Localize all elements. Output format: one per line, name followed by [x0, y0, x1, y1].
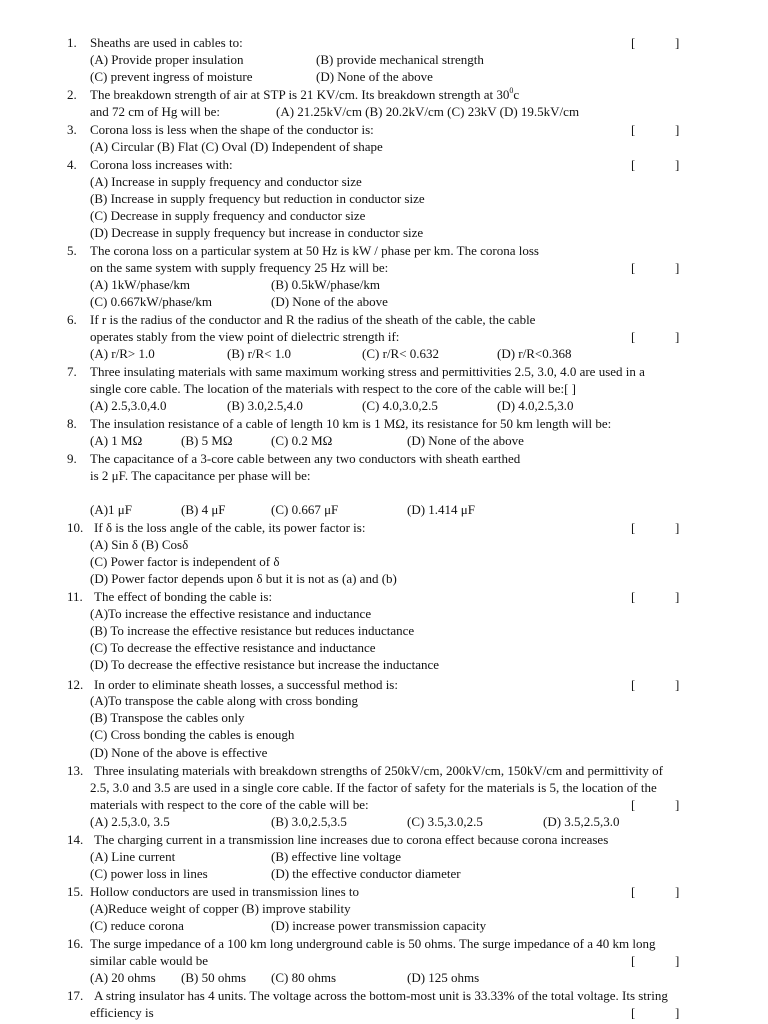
q11-option-a: (A)To increase the effective resistance and inductance [90, 606, 372, 621]
q12-stem: In order to eliminate sheath losses, a successful method is: [94, 677, 398, 692]
q1-option-b: (B) provide mechanical strength [316, 52, 484, 67]
q2-stem-2: and 72 cm of Hg will be: [90, 104, 220, 119]
q4-option-b: (B) Increase in supply frequency but reduction in conductor size [90, 191, 425, 206]
q8-option-c: (C) 0.2 MΩ [271, 433, 333, 448]
q6-option-a: (A) r/R> 1.0 [90, 346, 155, 361]
q12-option-c-row [0, 726, 768, 743]
q10-option-ab: (A) Sin δ (B) Cosδ [90, 537, 189, 552]
q5-option-d: (D) None of the above [271, 294, 388, 309]
q4-stem: Corona loss increases with: [90, 157, 233, 172]
q4-option-d: (D) Decrease in supply frequency but increase in conductor size [90, 225, 424, 240]
q1-stem: Sheaths are used in cables to: [90, 35, 243, 50]
q9-stem-line-2 [0, 467, 768, 484]
q4-option-c-row [0, 207, 768, 224]
q1-option-d: (D) None of the above [316, 69, 433, 84]
q12-option-a: (A)To transpose the cable along with cross bonding [90, 693, 359, 708]
q4-stem-line [0, 156, 768, 173]
q14-stem: The charging current in a transmission line increases due to corona effect because corona increases [94, 832, 609, 847]
q13-stem-line-3 [0, 796, 768, 813]
q1-options-row-2 [0, 68, 768, 85]
q11-option-b-row [0, 622, 768, 639]
q1-option-c: (C) prevent ingress of moisture [90, 69, 253, 84]
q7-option-c: (C) 4.0,3.0,2.5 [362, 398, 438, 413]
q8-stem: The insulation resistance of a cable of length 10 km is 1 MΩ, its resistance for 50 km length will be: [90, 416, 612, 431]
q13-stem-3: materials with respect to the core of the cable will be: [90, 797, 369, 812]
q11-option-c-row [0, 639, 768, 656]
q9-number: 9. [67, 451, 77, 466]
q5-option-a: (A) 1kW/phase/km [90, 277, 191, 292]
q13-answer-bracket[interactable]: [ ] [631, 797, 680, 812]
q2-stem: The breakdown strength of air at STP is 21 KV/cm. Its breakdown strength at $30^0c$ [90, 86, 520, 102]
q13-option-d: (D) 3.5,2.5,3.0 [543, 814, 620, 829]
q11-option-b: (B) To increase the effective resistance but reduces inductance [90, 623, 415, 638]
q6-stem-line [0, 311, 768, 328]
q4-option-a: (A) Increase in supply frequency and conductor size [90, 174, 362, 189]
q15-option-d: (D) increase power transmission capacity [271, 918, 487, 933]
q3-number: 3. [67, 122, 77, 137]
q6-stem-line-2 [0, 328, 768, 345]
q7-option-b: (B) 3.0,2.5,4.0 [227, 398, 303, 413]
q10-option-ab-row [0, 536, 768, 553]
q9-option-b: (B) 4 μF [181, 502, 226, 517]
q14-stem-line [0, 831, 768, 848]
q5-options-row-2 [0, 293, 768, 310]
q16-number: 16. [67, 936, 84, 951]
q14-option-d: (D) the effective conductor diameter [271, 866, 461, 881]
q6-stem: If r is the radius of the conductor and R the radius of the sheath of the cable, the cable [90, 312, 536, 327]
q4-number: 4. [67, 157, 77, 172]
q9-stem: The capacitance of a 3-core cable between any two conductors with sheath earthed [90, 451, 521, 466]
q13-stem-2: 2.5, 3.0 and 3.5 are used in a single core cable. If the factor of safety for the materials is 5, the location of the [90, 780, 657, 795]
q5-stem-2: on the same system with supply frequency 25 Hz will be: [90, 260, 389, 275]
q10-answer-bracket[interactable]: [ ] [631, 520, 680, 535]
q7-stem-line-2 [0, 380, 768, 397]
q5-stem-line-2 [0, 259, 768, 276]
q4-answer-bracket[interactable]: [ ] [631, 157, 680, 172]
q1-answer-bracket[interactable]: [ ] [631, 35, 680, 50]
q9-option-d: (D) 1.414 μF [407, 502, 475, 517]
q3-stem-line [0, 121, 768, 138]
q8-option-a: (A) 1 MΩ [90, 433, 143, 448]
q16-option-d: (D) 125 ohms [407, 970, 480, 985]
q15-option-c: (C) reduce corona [90, 918, 184, 933]
q12-option-d: (D) None of the above is effective [90, 745, 268, 760]
q14-option-a: (A) Line current [90, 849, 176, 864]
q10-option-c: (C) Power factor is independent of δ [90, 554, 280, 569]
q17-stem: A string insulator has 4 units. The voltage across the bottom-most unit is 33.33% of the total voltage. Its string [94, 988, 668, 1003]
q17-stem-2: efficiency is [90, 1005, 154, 1020]
q8-option-b: (B) 5 MΩ [181, 433, 233, 448]
q8-options-row [0, 432, 768, 449]
q13-stem-line-2 [0, 779, 768, 796]
q13-option-a: (A) 2.5,3.0, 3.5 [90, 814, 170, 829]
q11-option-c: (C) To decrease the effective resistance and inductance [90, 640, 376, 655]
q7-stem-line [0, 363, 768, 380]
q13-option-b: (B) 3.0,2.5,3.5 [271, 814, 347, 829]
q5-options-row-1 [0, 276, 768, 293]
q11-option-d: (D) To decrease the effective resistance but increase the inductance [90, 657, 440, 672]
q7-options-row [0, 397, 768, 414]
q2-stem-line [0, 86, 768, 103]
q10-stem: If δ is the loss angle of the cable, its power factor is: [94, 520, 366, 535]
q14-options-row-1 [0, 848, 768, 865]
q10-option-c-row [0, 553, 768, 570]
q7-stem-2: single core cable. The location of the materials with respect to the core of the cable will be:[ ] [90, 381, 576, 396]
q12-option-d-row [0, 744, 768, 761]
q16-options-row [0, 969, 768, 986]
q12-stem-line [0, 676, 768, 693]
q8-number: 8. [67, 416, 77, 431]
q1-stem-line [0, 34, 768, 51]
q16-option-c: (C) 80 ohms [271, 970, 336, 985]
q16-option-b: (B) 50 ohms [181, 970, 246, 985]
q16-stem-2: similar cable would be [90, 953, 209, 968]
q4-option-d-row [0, 224, 768, 241]
q11-stem: The effect of bonding the cable is: [94, 589, 273, 604]
q5-stem-line [0, 242, 768, 259]
q4-option-a-row [0, 173, 768, 190]
q12-option-b-row [0, 709, 768, 726]
q13-stem: Three insulating materials with breakdown strengths of 250kV/cm, 200kV/cm, 150kV/cm and permittivity of [94, 763, 663, 778]
q14-number: 14. [67, 832, 84, 847]
q9-options-row [0, 501, 768, 518]
q11-option-d-row [0, 656, 768, 673]
q6-option-c: (C) r/R< 0.632 [362, 346, 440, 361]
q16-option-a: (A) 20 ohms [90, 970, 156, 985]
q13-option-c: (C) 3.5,3.0,2.5 [407, 814, 483, 829]
q4-option-c: (C) Decrease in supply frequency and conductor size [90, 208, 366, 223]
q6-option-b: (B) r/R< 1.0 [227, 346, 292, 361]
q3-options: (A) Circular (B) Flat (C) Oval (D) Independent of shape [90, 139, 383, 154]
q10-option-d-row [0, 570, 768, 587]
q6-number: 6. [67, 312, 77, 327]
q7-option-d: (D) 4.0,2.5,3.0 [497, 398, 574, 413]
q11-stem-line [0, 588, 768, 605]
q9-option-a: (A)1 μF [90, 502, 132, 517]
q14-options-row-2 [0, 865, 768, 882]
q2-options: (A) 21.25kV/cm (B) 20.2kV/cm (C) 23kV (D) 19.5kV/cm [276, 104, 580, 119]
q12-option-c: (C) Cross bonding the cables is enough [90, 727, 295, 742]
q16-stem-line [0, 935, 768, 952]
q12-answer-bracket[interactable]: [ ] [631, 677, 680, 692]
q4-option-b-row [0, 190, 768, 207]
q13-options-row [0, 813, 768, 830]
q10-option-d: (D) Power factor depends upon δ but it is not as (a) and (b) [90, 571, 397, 586]
q11-number: 11. [67, 589, 83, 604]
q9-option-c: (C) 0.667 μF [271, 502, 339, 517]
q3-stem: Corona loss is less when the shape of the conductor is: [90, 122, 374, 137]
q10-stem-line [0, 519, 768, 536]
q12-option-a-row [0, 692, 768, 709]
q11-answer-bracket[interactable]: [ ] [631, 589, 680, 604]
q17-answer-bracket[interactable]: [ ] [631, 1005, 680, 1020]
q13-number: 13. [67, 763, 84, 778]
q6-options-row [0, 345, 768, 362]
q17-stem-line [0, 987, 768, 1004]
q5-number: 5. [67, 243, 77, 258]
q8-option-d: (D) None of the above [407, 433, 524, 448]
q9-stem-line [0, 450, 768, 467]
q1-options-row-1 [0, 51, 768, 68]
q7-stem: Three insulating materials with same maximum working stress and permittivities 2.5, 3.0, 4.0 are used in a [90, 364, 645, 379]
q17-number: 17. [67, 988, 84, 1003]
q17-stem-line-2 [0, 1004, 768, 1021]
q2-number: 2. [67, 87, 77, 102]
q7-option-a: (A) 2.5,3.0,4.0 [90, 398, 167, 413]
q5-stem: The corona loss on a particular system at 50 Hz is kW / phase per km. The corona loss [90, 243, 539, 258]
q6-answer-bracket[interactable]: [ ] [631, 329, 680, 344]
q14-option-c: (C) power loss in lines [90, 866, 208, 881]
q1-option-a: (A) Provide proper insulation [90, 52, 244, 67]
q11-option-a-row [0, 605, 768, 622]
q15-options-row-2 [0, 917, 768, 934]
q5-option-c: (C) 0.667kW/phase/km [90, 294, 213, 309]
q12-number: 12. [67, 677, 84, 692]
q2-stem-line-2 [0, 103, 768, 120]
q8-stem-line [0, 415, 768, 432]
q16-stem: The surge impedance of a 100 km long underground cable is 50 ohms. The surge impedance of a 40 km long [90, 936, 656, 951]
q15-option-ab-row [0, 900, 768, 917]
q10-number: 10. [67, 520, 84, 535]
q9-stem-2: is 2 μF. The capacitance per phase will be: [90, 468, 311, 483]
q15-number: 15. [67, 884, 84, 899]
q6-stem-2: operates stably from the view point of dielectric strength if: [90, 329, 400, 344]
q14-option-b: (B) effective line voltage [271, 849, 402, 864]
q15-option-ab: (A)Reduce weight of copper (B) improve stability [90, 901, 351, 916]
q5-option-b: (B) 0.5kW/phase/km [271, 277, 381, 292]
q5-answer-bracket[interactable]: [ ] [631, 260, 680, 275]
q15-answer-bracket[interactable]: [ ] [631, 884, 680, 899]
q16-answer-bracket[interactable]: [ ] [631, 953, 680, 968]
q7-number: 7. [67, 364, 77, 379]
q15-stem: Hollow conductors are used in transmission lines to [90, 884, 359, 899]
q13-stem-line [0, 762, 768, 779]
q6-option-d: (D) r/R<0.368 [497, 346, 572, 361]
q15-stem-line [0, 883, 768, 900]
q16-stem-line-2 [0, 952, 768, 969]
q12-option-b: (B) Transpose the cables only [90, 710, 245, 725]
q3-answer-bracket[interactable]: [ ] [631, 122, 680, 137]
q1-number: 1. [67, 35, 77, 50]
q3-options-row [0, 138, 768, 155]
